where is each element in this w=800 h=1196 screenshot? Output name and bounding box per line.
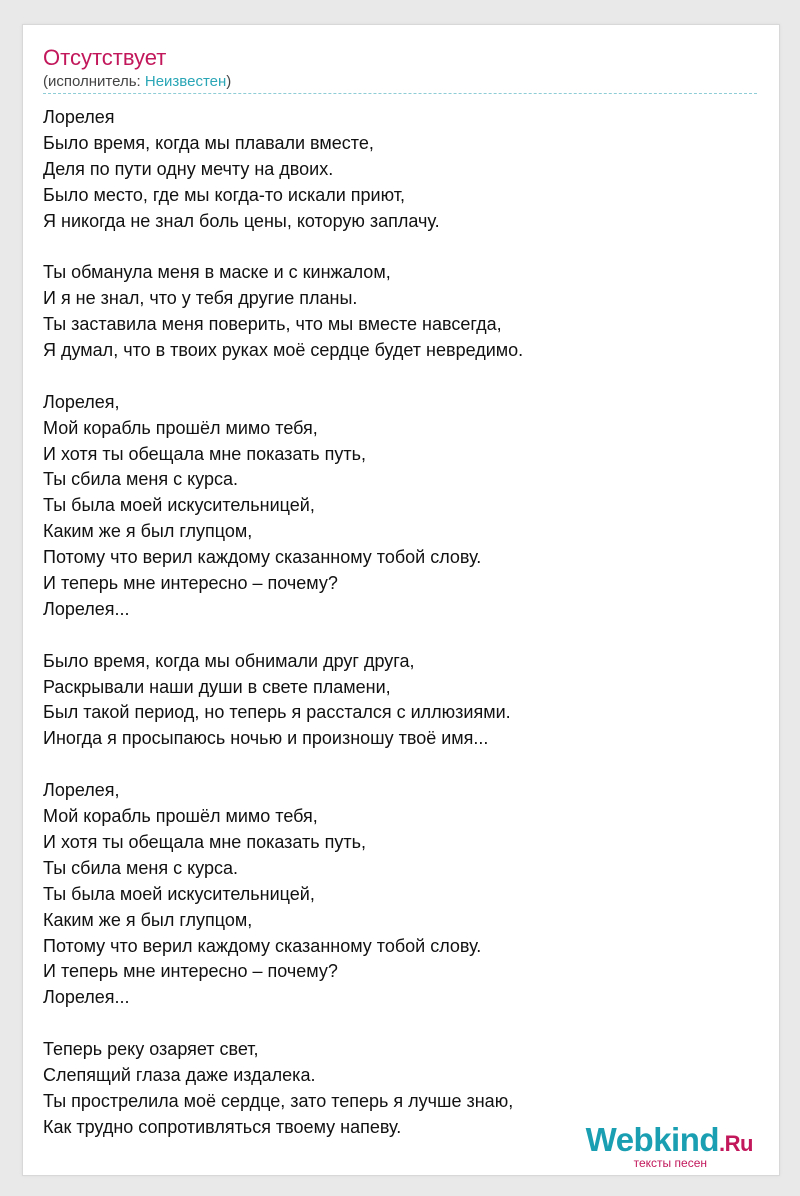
lyric-line: Лорелея, xyxy=(43,391,120,412)
logo-main-text: Webkind xyxy=(585,1121,720,1158)
song-title: Отсутствует xyxy=(43,45,167,70)
logo-suffix-text: .Ru xyxy=(719,1131,753,1156)
lyric-line xyxy=(43,234,763,260)
lyric-line: Был такой период, но теперь я расстался с иллюзиями. xyxy=(43,702,511,723)
site-logo[interactable] xyxy=(586,1123,753,1169)
lyric-line: И хотя ты обещала мне показать путь, xyxy=(43,443,367,464)
artist-link[interactable]: Неизвестен xyxy=(144,73,227,90)
lyric-line: Ты была моей искусительницей, xyxy=(43,495,315,516)
lyric-line: Мой корабль прошёл мимо тебя, xyxy=(43,417,318,438)
lyric-line: Раскрывали наши души в свете пламени, xyxy=(43,676,391,697)
lyric-line: И я не знал, что у тебя другие планы. xyxy=(43,288,358,309)
lyric-line: Потому что верил каждому сказанному тобой слову. xyxy=(43,935,482,956)
lyric-line: Было время, когда мы плавали вместе, xyxy=(43,132,374,153)
lyric-line: Каким же я был глупцом, xyxy=(43,909,253,930)
lyric-line: Теперь реку озаряет свет, xyxy=(43,1039,259,1060)
lyric-line: Каким же я был глупцом, xyxy=(43,521,253,542)
lyric-line: Лорелея... xyxy=(43,598,130,619)
lyric-line: Лорелея xyxy=(43,107,115,127)
artist-prefix: (исполнитель: xyxy=(43,73,145,90)
lyric-line: Лорелея... xyxy=(43,987,130,1008)
lyric-line: Деля по пути одну мечту на двоих. xyxy=(43,158,334,179)
artist-line xyxy=(43,73,231,91)
lyrics-text xyxy=(43,105,763,1141)
lyric-line xyxy=(43,752,763,778)
lyric-line: Я никогда не знал боль цены, которую заплачу. xyxy=(43,210,440,231)
artist-suffix: ) xyxy=(226,73,232,90)
lyric-line: Мой корабль прошёл мимо тебя, xyxy=(43,806,318,827)
lyric-line: Иногда я просыпаюсь ночью и произношу твоё имя... xyxy=(43,728,489,749)
dashed-divider xyxy=(43,93,757,94)
lyric-line: Я думал, что в твоих руках моё сердце будет невредимо. xyxy=(43,340,524,361)
lyric-line: Было место, где мы когда-то искали приют, xyxy=(43,184,405,205)
lyric-line: Ты сбила меня с курса. xyxy=(43,469,238,490)
lyric-line: Потому что верил каждому сказанному тобой слову. xyxy=(43,547,482,568)
logo-subtitle: тексты песен xyxy=(633,1156,707,1170)
lyric-line: И теперь мне интересно – почему? xyxy=(43,961,338,982)
lyric-line: Было время, когда мы обнимали друг друга, xyxy=(43,650,415,671)
lyric-line: И хотя ты обещала мне показать путь, xyxy=(43,831,367,852)
lyric-line: Как трудно сопротивляться твоему напеву. xyxy=(43,1116,402,1137)
lyric-line: Ты сбила меня с курса. xyxy=(43,857,238,878)
lyric-line: Ты прострелила моё сердце, зато теперь я лучше знаю, xyxy=(43,1090,514,1111)
lyric-line: И теперь мне интересно – почему? xyxy=(43,573,338,594)
lyric-line xyxy=(43,1011,763,1037)
lyric-line: Слепящий глаза даже издалека. xyxy=(43,1064,316,1085)
lyric-line: Ты заставила меня поверить, что мы вместе навсегда, xyxy=(43,314,502,335)
lyric-line: Ты обманула меня в маске и с кинжалом, xyxy=(43,262,391,283)
lyric-line: Лорелея, xyxy=(43,780,120,801)
lyrics-card xyxy=(22,24,780,1176)
lyric-line: Ты была моей искусительницей, xyxy=(43,883,315,904)
lyric-line xyxy=(43,364,763,390)
lyric-line xyxy=(43,623,763,649)
